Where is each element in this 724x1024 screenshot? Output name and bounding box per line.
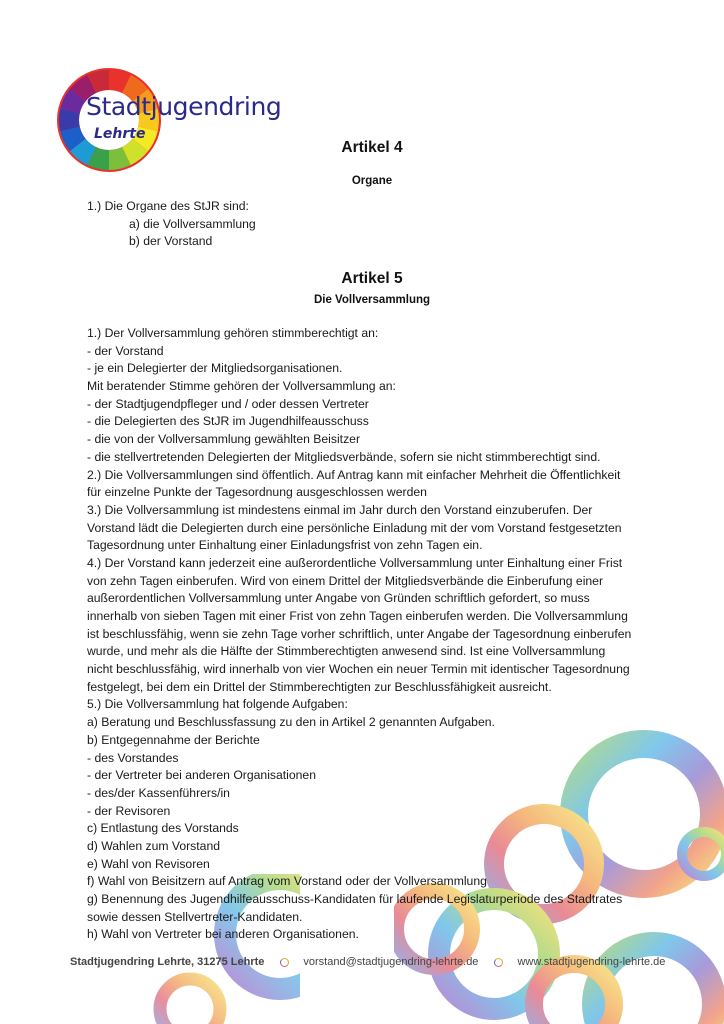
text-line: a) Beratung und Beschlussfassung zu den in Artikel 2 genannten Aufgaben. xyxy=(87,715,495,730)
text-line: innerhalb von sieben Tagen mit einer Frist von zehn Tagen einberufen werden. Die Vollversammlung xyxy=(87,609,628,623)
artikel-5-heading: Artikel 5 xyxy=(341,270,403,287)
text-line: wurde, und mehr als die Hälfte der Stimmberechtigten anwesend sind. Ist eine Vollversammlung xyxy=(87,644,606,659)
text-line: a) die Vollversammlung xyxy=(129,216,256,231)
text-line: Mit beratender Stimme gehören der Vollversammlung an: xyxy=(87,379,396,394)
footer-address: Stadtjugendring Lehrte, 31275 Lehrte xyxy=(70,956,265,968)
text-line: h) Wahl von Vertreter bei anderen Organisationen. xyxy=(87,927,359,942)
text-line: - der Vorstand xyxy=(87,343,164,358)
text-line: 2.) Die Vollversammlungen sind öffentlich. Auf Antrag kann mit einfacher Mehrheit die Öffentlichkeit xyxy=(87,467,621,482)
text-line: Vorstand lädt die Delegierten durch eine persönliche Einladung mit der vom Vorstand festgesetzten xyxy=(87,520,622,535)
text-line: für einzelne Punkte der Tagesordnung ausgeschlossen werden xyxy=(87,485,427,500)
text-line: - der Revisoren xyxy=(87,803,171,818)
artikel-4-subheading: Organe xyxy=(351,175,393,187)
ring-bullet-icon xyxy=(494,958,503,967)
text-line: b) Entgegennahme der Berichte xyxy=(87,732,260,747)
text-line: - des/der Kassenführers/in xyxy=(87,785,230,800)
ring-bullet-icon xyxy=(280,958,289,967)
text-line: - des Vorstandes xyxy=(87,750,179,765)
artikel-4-text xyxy=(87,198,662,251)
stadtjugendring-logo xyxy=(56,67,282,173)
text-line: 4.) Der Vorstand kann jederzeit eine außerordentliche Vollversammlung unter Einhaltung einer Frist xyxy=(87,555,623,570)
text-line: 3.) Die Vollversammlung ist mindestens einmal im Jahr durch den Vorstand einzuberufen. Der xyxy=(87,502,593,517)
page-footer xyxy=(70,956,665,968)
text-line: f) Wahl von Beisitzern auf Antrag vom Vorstand oder der Vollversammlung xyxy=(87,874,487,889)
text-line: 1.) Die Organe des StJR sind: xyxy=(87,199,249,213)
text-line: - die Delegierten des StJR im Jugendhilfeausschuss xyxy=(87,414,369,429)
text-line: g) Benennung des Jugendhilfeausschuss-Kandidaten für laufende Legislaturperiode des Stadtrates xyxy=(87,892,623,906)
text-line: nicht beschlussfähig, wird innerhalb von vier Wochen ein neuer Termin mit identischer Tagesordnung xyxy=(87,662,630,677)
text-line: Tagesordnung unter Einhaltung einer Einladungsfrist von zehn Tagen ein. xyxy=(87,538,483,553)
text-line: festgelegt, bei dem ein Drittel der Stimmberechtigten zur Beschlussfähigkeit ausreicht. xyxy=(87,679,552,694)
artikel-4-heading: Artikel 4 xyxy=(341,139,403,156)
text-line: e) Wahl von Revisoren xyxy=(87,856,210,871)
text-line: 1.) Der Vollversammlung gehören stimmberechtigt an: xyxy=(87,326,379,340)
text-line: sowie dessen Stellvertreter-Kandidaten. xyxy=(87,909,303,924)
text-line: außerordentlichen Vollversammlung unter Angabe von Gründen schriftlich gefordert, so muss xyxy=(87,591,590,606)
footer-email-link[interactable]: vorstand@stadtjugendring-lehrte.de xyxy=(303,956,479,968)
text-line: c) Entlastung des Vorstands xyxy=(87,821,239,836)
artikel-5-text xyxy=(87,325,662,944)
logo-subtitle: Lehrte xyxy=(94,126,146,142)
text-line: - die von der Vollversammlung gewählten Beisitzer xyxy=(87,432,360,447)
text-line: - der Vertreter bei anderen Organisationen xyxy=(87,768,316,783)
text-line: - die stellvertretenden Delegierten der Mitgliedsverbände, sofern sie nicht stimmberechtigt sind. xyxy=(87,449,601,464)
text-line: ist beschlussfähig, wenn sie zehn Tage vorher schriftlich, unter Angabe der Tagesordnung einberufen xyxy=(87,626,632,641)
artikel-5-subheading: Die Vollversammlung xyxy=(313,294,431,306)
footer-website-link[interactable]: www.stadtjugendring-lehrte.de xyxy=(517,956,666,968)
text-line: d) Wahlen zum Vorstand xyxy=(87,838,220,853)
text-line: - je ein Delegierter der Mitgliedsorganisationen. xyxy=(87,361,343,376)
text-line: 5.) Die Vollversammlung hat folgende Aufgaben: xyxy=(87,697,348,712)
text-line: b) der Vorstand xyxy=(129,234,213,249)
logo-title: Stadtjugendring xyxy=(86,92,282,121)
text-line: - der Stadtjugendpfleger und / oder dessen Vertreter xyxy=(87,396,369,411)
text-line: von zehn Tagen einberufen. Wird von einem Drittel der Mitgliedsverbände die Einberufung einer xyxy=(87,573,604,588)
